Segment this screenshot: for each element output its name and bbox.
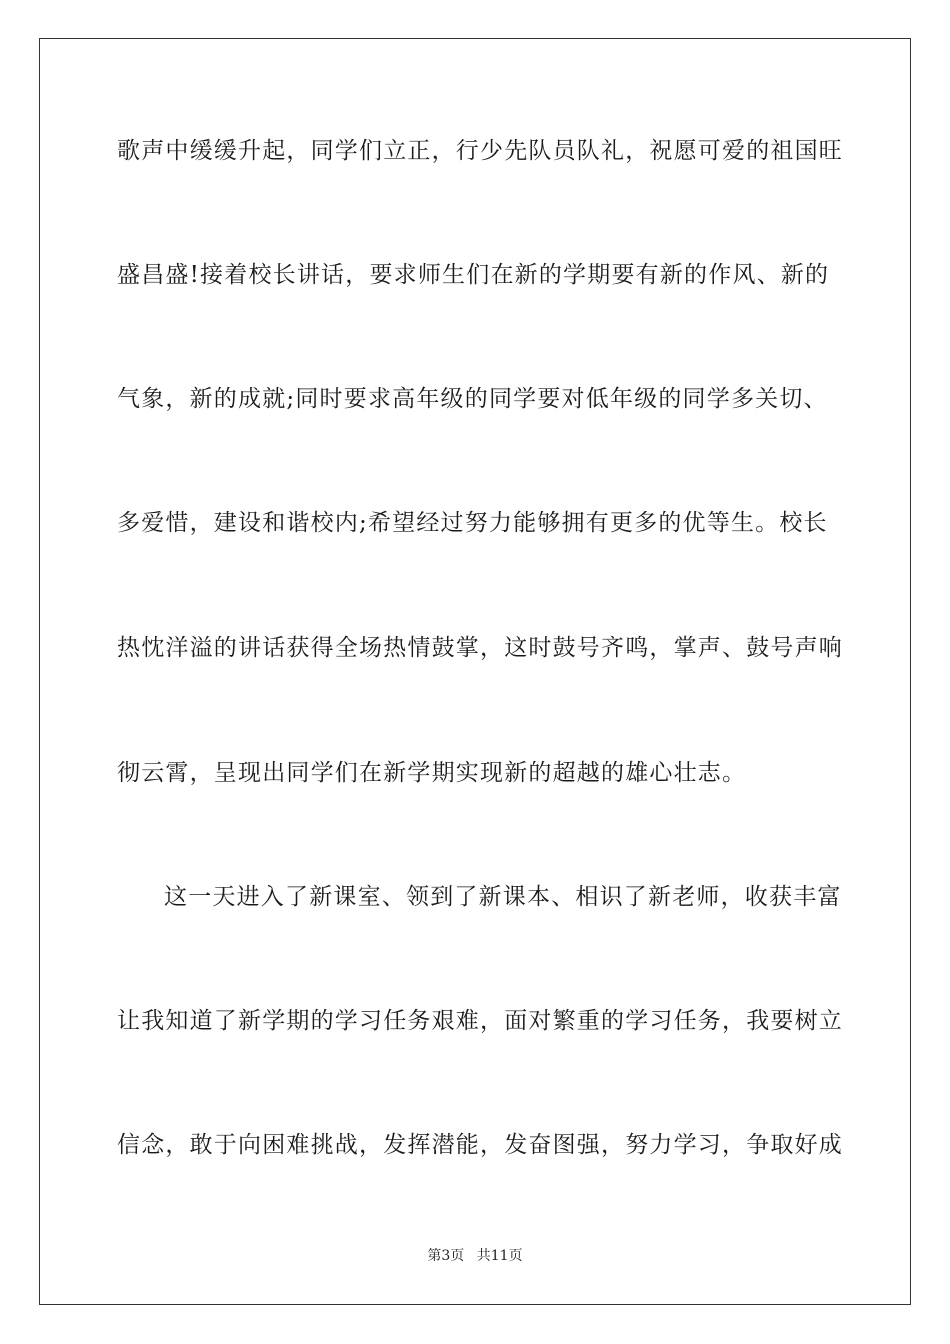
text-line-8: 让我知道了新学期的学习任务艰难，面对繁重的学习任务，我要树立	[117, 1008, 843, 1034]
text-line-1: 歌声中缓缓升起，同学们立正，行少先队员队礼，祝愿可爱的祖国旺	[117, 138, 843, 164]
page-footer	[0, 1247, 950, 1265]
text-line-5: 热忱洋溢的讲话获得全场热情鼓掌，这时鼓号齐鸣，掌声、鼓号声响	[117, 635, 843, 661]
text-line-6: 彻云霄，呈现出同学们在新学期实现新的超越的雄心壮志。	[117, 760, 747, 786]
page-number-total: 共11页	[476, 1248, 523, 1264]
text-line-7-paragraph-start: 这一天进入了新课室、领到了新课本、相识了新老师，收获丰富	[164, 884, 842, 910]
text-line-2: 盛昌盛!接着校长讲话，要求师生们在新的学期要有新的作风、新的	[117, 262, 830, 288]
text-line-3: 气象，新的成就;同时要求高年级的同学要对低年级的同学多关切、	[117, 386, 828, 412]
text-line-9: 信念，敢于向困难挑战，发挥潜能，发奋图强，努力学习，争取好成	[117, 1132, 843, 1158]
text-line-4: 多爱惜，建设和谐校内;希望经过努力能够拥有更多的优等生。校长	[117, 510, 828, 536]
page-border	[39, 38, 911, 1305]
page-number-current: 第3页	[427, 1248, 465, 1264]
